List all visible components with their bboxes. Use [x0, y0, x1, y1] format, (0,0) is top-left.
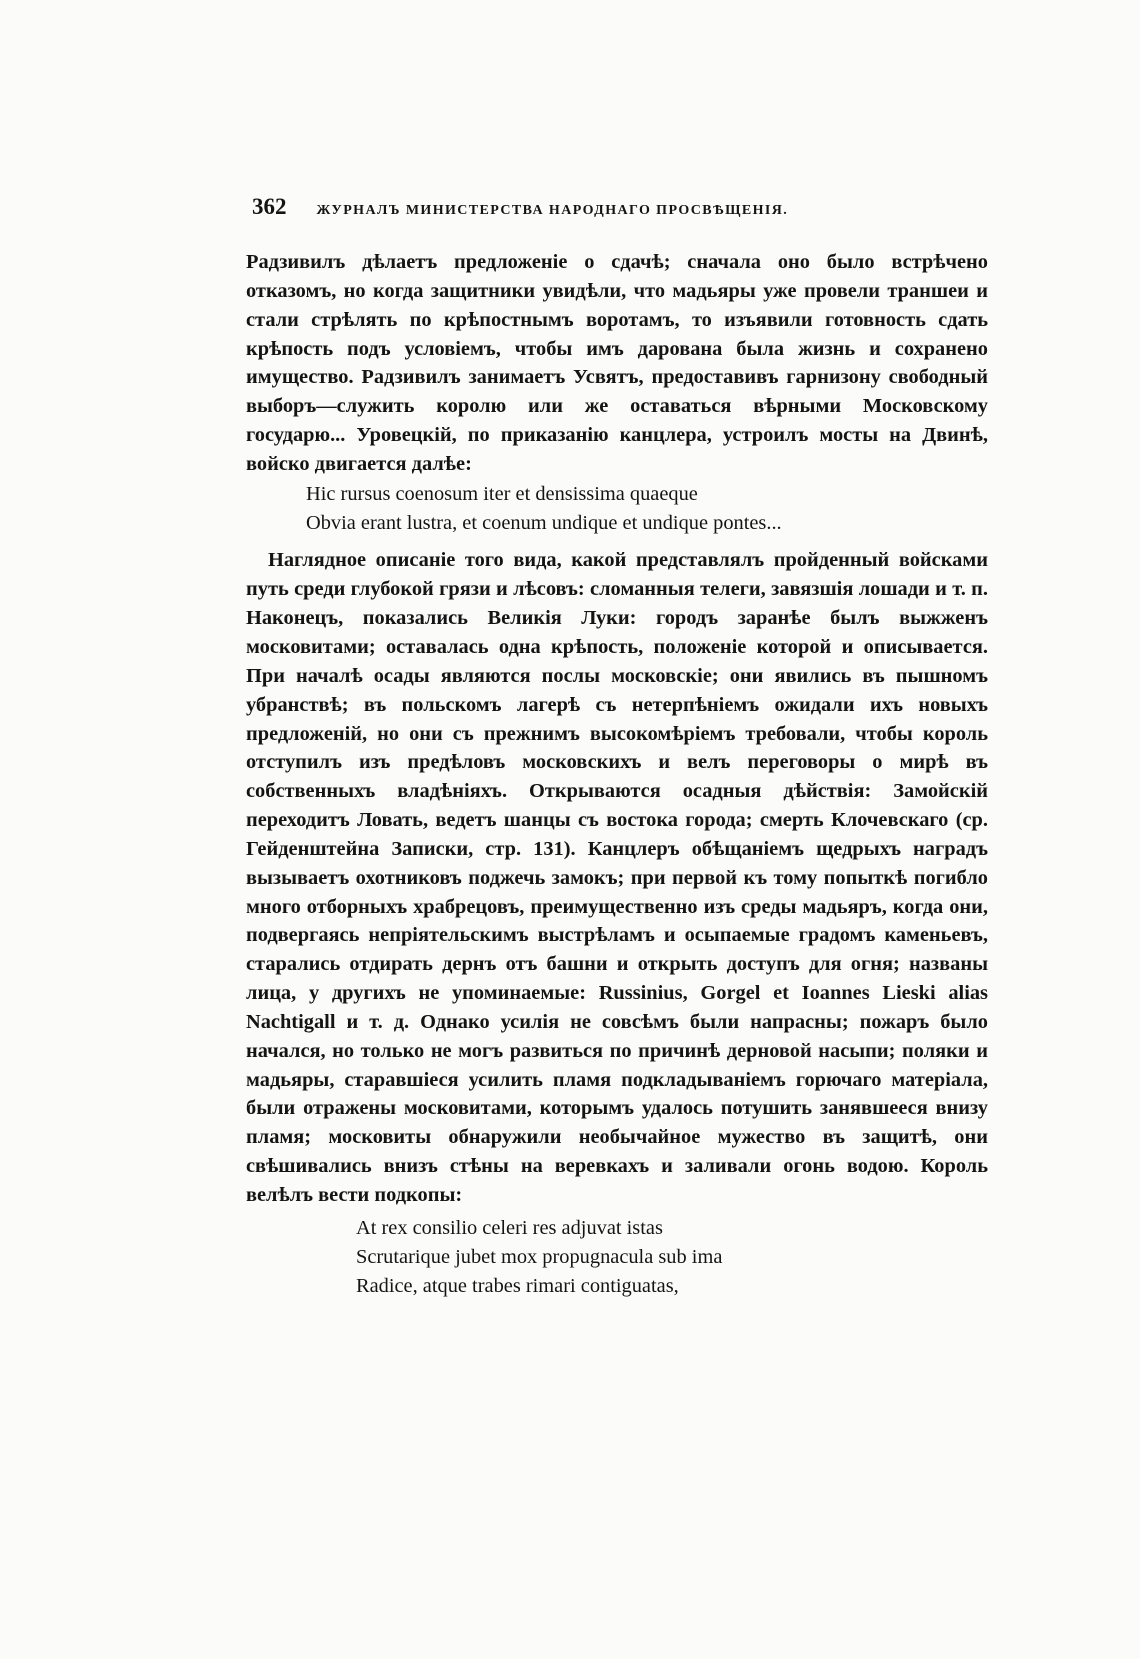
text-column — [246, 248, 988, 1300]
verse-line: Radice, atque trabes rimari contiguatas, — [356, 1274, 679, 1297]
latin-verse-1 — [246, 480, 988, 538]
running-title: ЖУРНАЛЪ МИНИСТЕРСТВА НАРОДНАГО ПРОСВѢЩЕНІЯ. — [316, 203, 789, 218]
verse-line: At rex consilio celeri res adjuvat istas — [356, 1216, 663, 1239]
paragraph-2: Наглядное описаніе того вида, какой представлялъ пройденный войсками путь среди глубокой грязи и лѣсовъ: сломанныя телеги, завязшія лошади и т. п. Наконецъ, показались Великія Луки: городъ заранѣе былъ выжженъ московитами; оставалась одна крѣпость, положеніе которой и описывается. При началѣ осады являются послы московскіе; они явились въ пышномъ убранствѣ; въ польскомъ лагерѣ съ нетерпѣніемъ ожидали ихъ новыхъ предложеній, но они съ прежнимъ высокомѣріемъ требовали, чтобы король отступилъ изъ предѣловъ московскихъ и велъ переговоры о мирѣ въ собственныхъ владѣніяхъ. Открываются осадныя дѣйствія: Замойскій переходитъ Ловать, ведетъ шанцы съ востока города; смерть Клочевскаго (ср. Гейденштейна Записки, стр. 131). Канцлеръ обѣщаніемъ щедрыхъ наградъ вызываетъ охотниковъ поджечь замокъ; при первой къ тому попыткѣ погибло много отборныхъ храбрецовъ, преимущественно изъ среды мадьяръ, когда они, подвергаясь непріятельскимъ выстрѣламъ и осыпаемые градомъ каменьевъ, старались отдирать дернъ отъ башни и открыть доступъ для огня; названы лица, у другихъ не упоминаемые: Russinius, Gorgel et Ioannes Lieski alias Nachtigall и т. д. Однако усилія не совсѣмъ были напрасны; пожаръ было начался, но только не могъ развиться по причинѣ дерновой насыпи; поляки и мадьяры, старавшіеся усилить пламя подкладываніемъ горючаго матеріала, были отражены московитами, которымъ удалось потушить занявшееся внизу пламя; московиты обнаружили необычайное мужество въ защитѣ, они свѣшивались внизъ стѣны на веревкахъ и заливали огонь водою. Король велѣлъ вести подкопы: — [246, 549, 988, 1206]
latin-verse-2 — [246, 1214, 988, 1301]
verse-line: Hic rursus coenosum iter et densissima quaeque — [306, 482, 698, 505]
paragraph-1: Радзивилъ дѣлаетъ предложеніе о сдачѣ; сначала оно было встрѣчено отказомъ, но когда защитники увидѣли, что мадьяры уже провели траншеи и стали стрѣлять по крѣпостнымъ воротамъ, то изъявили готовность сдать крѣпость подъ условіемъ, чтобы имъ дарована была жизнь и сохранено имущество. Радзивилъ занимаетъ Усвятъ, предоставивъ гарнизону свободный выборъ—служить королю или же оставаться вѣрными Московскому государю... Уровецкій, по приказанію канцлера, устроилъ мосты на Двинѣ, войско двигается далѣе: — [246, 251, 988, 475]
page-number: 362 — [252, 194, 287, 219]
verse-line: Scrutarique jubet mox propugnacula sub ima — [356, 1245, 723, 1268]
verse-line: Obvia erant lustra, et coenum undique et undique pontes... — [306, 511, 782, 534]
page-header — [252, 194, 892, 220]
